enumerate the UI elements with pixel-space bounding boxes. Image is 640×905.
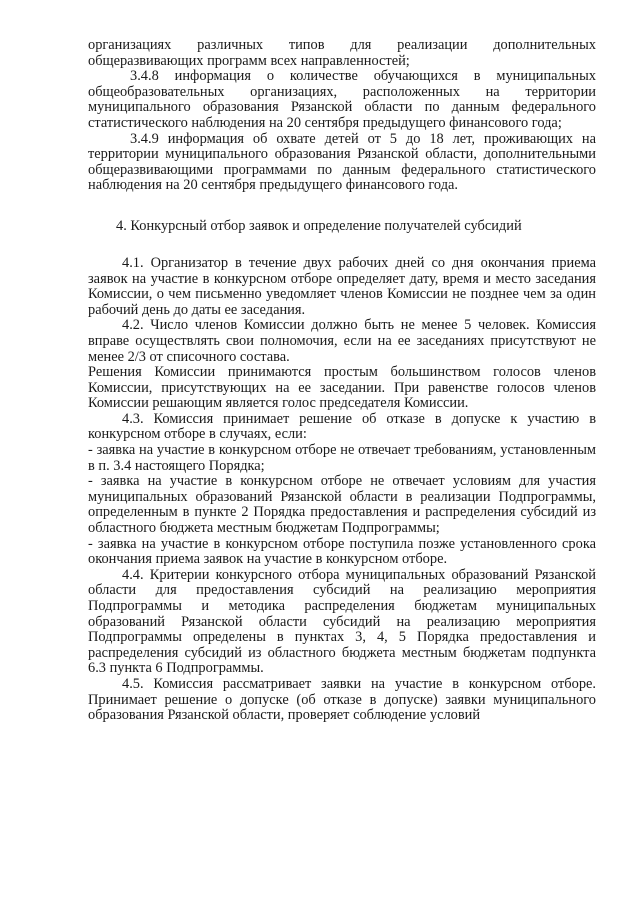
item-4-5: 4.5. Комиссия рассматривает заявки на участие в конкурсном отборе. Принимает решение о допуске (об отказе в допуске) заявки муниципального образования Рязанской области, проверяет соблюдение условий (88, 675, 596, 724)
item-4-4: 4.4. Критерии конкурсного отбора муниципальных образований Рязанской области для предоставления субсидий на реализацию мероприятия Подпрограммы и методика распределения бюджетам муниципальных образований Рязанской области субсидий на реализацию мероприятия Подпрограммы определены в пунктах 3, 4, 5 Порядка предоставления и распределения субсидий из областного бюджета местным бюджетам подпункта 6.3 пункта 6 Подпрограммы. (88, 566, 596, 677)
item-3-4-9: 3.4.9 информация об охвате детей от 5 до 18 лет, проживающих на территории муниципального образования Рязанской области, дополнительными общеразвивающими программами по данным федерального статистического наблюдения на 20 сентября предыдущего финансового года. (88, 130, 596, 194)
item-4-2: 4.2. Число членов Комиссии должно быть не менее 5 человек. Комиссия вправе осуществлять свои полномочия, если на ее заседаниях присутствуют не менее 2/3 от списочного состава. (88, 317, 596, 365)
item-3-4-8: 3.4.8 информация о количестве обучающихся в муниципальных общеобразовательных организациях, расположенных на территории муниципального образования Рязанской области по данным федерального статистического наблюдения на 20 сентября предыдущего финансового года; (88, 68, 596, 131)
bullet-4-3-requirements: - заявка на участие в конкурсном отборе не отвечает требованиям, установленным в п. 3.4 настоящего Порядка; (88, 442, 596, 474)
item-4-3: 4.3. Комиссия принимает решение об отказе в допуске к участию в конкурсном отборе в случаях, если: (88, 410, 596, 443)
decisions-paragraph: Решения Комиссии принимаются простым большинством голосов членов Комиссии, присутствующих на ее заседании. При равенстве голосов членов Комиссии решающим является голос председателя Комиссии. (88, 364, 596, 412)
section-4-heading: 4. Конкурсный отбор заявок и определение получателей субсидий (116, 217, 522, 234)
bullet-4-3-deadline: - заявка на участие в конкурсном отборе поступила позже установленного срока окончания приема заявок на участие в конкурсном отборе. (88, 535, 596, 568)
item-4-1: 4.1. Организатор в течение двух рабочих дней со дня окончания приема заявок на участие в конкурсном отборе определяет дату, время и место заседания Комиссии, о чем письменно уведомляет членов Комиссии не позднее чем за один рабочий день до даты ее заседания. (88, 254, 596, 318)
intro-continuation: организациях различных типов для реализации дополнительных общеразвивающих программ всех направленностей; (88, 37, 596, 69)
bullet-4-3-conditions: - заявка на участие в конкурсном отборе не отвечает условиям для участия муниципальных образований Рязанской области в реализации Подпрограммы, определенным в пункте 2 Порядка предоставления и распределения субсидий из областного бюджета местным бюджетам Подпрограммы; (88, 473, 596, 537)
